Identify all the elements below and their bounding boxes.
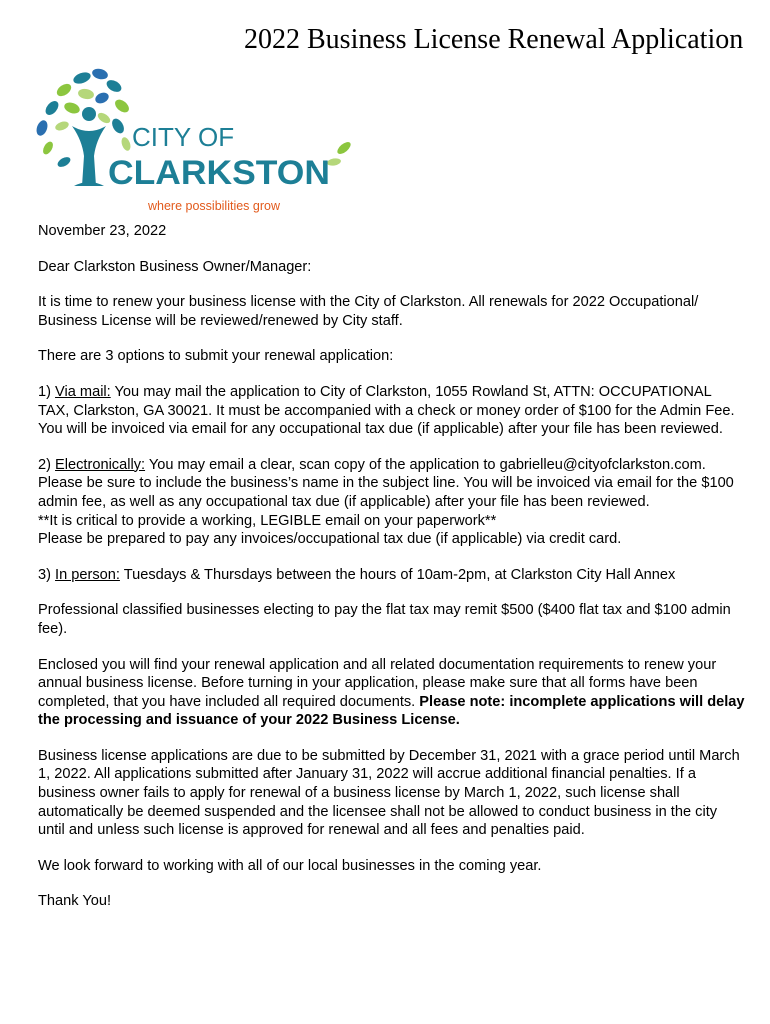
option-electronic-prefix: 2): [38, 456, 56, 473]
option-mail: [38, 383, 746, 439]
option-mail-prefix: 1): [38, 383, 56, 400]
city-logo: [34, 66, 364, 216]
letter-salutation: Dear Clarkston Business Owner/Manager:: [38, 258, 312, 275]
letter-date: November 23, 2022: [38, 223, 167, 239]
option-in-person-text: Tuesdays & Thursdays between the hours of 10am-2pm, at Clarkston City Hall Annex: [119, 566, 676, 583]
letter-intro: It is time to renew your business license with the City of Clarkston. All renewals for 2022 Occupational/ Business License will be reviewed/renewed by City staff.: [38, 294, 699, 329]
option-in-person: [38, 566, 746, 585]
letter-options-intro: There are 3 options to submit your renewal application:: [38, 348, 394, 365]
option-in-person-label: In person:: [55, 566, 120, 583]
letter-flat-tax: Professional classified businesses electing to pay the flat tax may remit $500 ($400 flat tax and $100 admin fee).: [38, 602, 731, 637]
letter-body: [38, 222, 746, 928]
option-electronic-text: You may email a clear, scan copy of the application to gabrielleu@cityofclarkston.com. Please be sure to include the business’s name in the subject line. You will be invoiced via email for the $100 admin fee, as well as any occupational tax due (if applicable) after your file has been reviewed.: [38, 456, 734, 510]
logo-clarkston: CLARKSTON: [108, 154, 330, 192]
letter-signoff: Thank You!: [38, 893, 112, 910]
leaf-icon: [326, 140, 352, 167]
letter-enclosed: [38, 656, 746, 730]
option-electronic-email-note: **It is critical to provide a working, LEGIBLE email on your paperwork**: [38, 512, 497, 529]
letter-closing: We look forward to working with all of our local businesses in the coming year.: [38, 857, 542, 874]
document-title: 2022 Business License Renewal Application: [244, 24, 744, 55]
option-electronic-payment-note: Please be prepared to pay any invoices/occupational tax due (if applicable) via credit card.: [38, 531, 622, 548]
logo-city-of: CITY OF: [132, 122, 235, 152]
option-electronic-label: Electronically:: [55, 456, 146, 473]
option-electronic: [38, 456, 746, 549]
letter-enclosed-text: Enclosed you will find your renewal application and all related documentation requirements to renew your annual business license. Before turning in your application, please make sure that all forms have been completed, that you have included all required documents.: [38, 656, 717, 710]
letter-enclosed-note: Please note: incomplete applications will delay the processing and issuance of your 2022 Business License.: [38, 693, 745, 729]
option-in-person-prefix: 3): [38, 566, 56, 583]
logo-tagline: where possibilities grow: [148, 199, 281, 213]
letter-deadline: Business license applications are due to be submitted by December 31, 2021 with a grace period until March 1, 2022. All applications submitted after January 31, 2022 will accrue additional financial penalties. If a business owner fails to apply for renewal of a business license by March 1, 2022, such license shall automatically be deemed suspended and the licensee shall not be allowed to conduct business in the city until and unless such license is approved for renewal and all fees and penalties paid.: [38, 747, 740, 839]
option-mail-label: Via mail:: [55, 383, 111, 400]
option-mail-text: You may mail the application to City of Clarkston, 1055 Rowland St, ATTN: OCCUPATIONAL TAX, Clarkston, GA 30021. It must be accompanied with a check or money order of $100 for the Admin Fee. You will be invoiced via email for any occupational tax due (if applicable) after your file has been reviewed.: [38, 383, 735, 438]
